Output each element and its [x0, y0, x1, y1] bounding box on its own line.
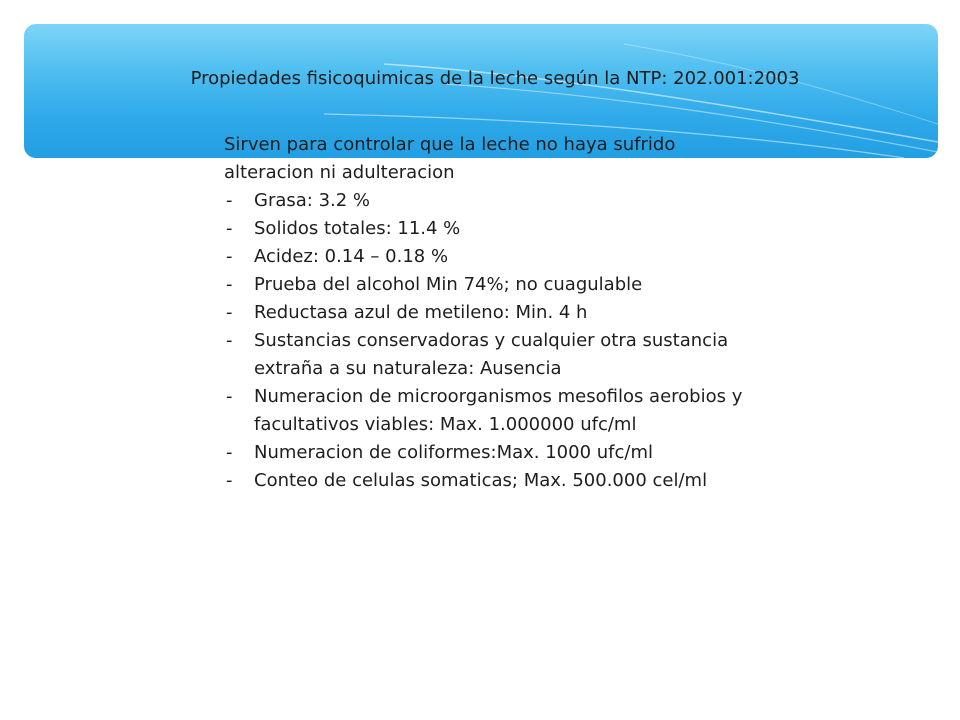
bullet-dash: -: [226, 470, 233, 491]
list-item: [224, 439, 774, 467]
list-item: [224, 215, 774, 243]
list-item: [224, 187, 774, 215]
list-item: [224, 243, 774, 271]
intro-text: Sirven para controlar que la leche no haya sufrido alteracion ni adulteracion: [224, 134, 676, 183]
bullet-dash: -: [226, 442, 233, 463]
list-item: [224, 271, 814, 299]
bullet-dash: -: [226, 274, 233, 295]
item-text: Grasa: 3.2 %: [254, 190, 371, 211]
list-item: [224, 467, 814, 495]
bullet-dash: -: [226, 218, 233, 239]
item-text: Solidos totales: 11.4 %: [254, 218, 461, 239]
bullet-dash: -: [226, 190, 233, 211]
slide-body: [224, 131, 824, 495]
bullet-dash: -: [226, 246, 233, 267]
slide-title: Propiedades fisicoquimicas de la leche según la NTP: 202.001:2003: [190, 68, 800, 89]
item-text: Acidez: 0.14 – 0.18 %: [254, 246, 449, 267]
list-item: [224, 299, 774, 327]
item-text: Reductasa azul de metileno: Min. 4 h: [254, 302, 588, 323]
item-text: Numeracion de coliformes:Max. 1000 ufc/ml: [254, 442, 653, 463]
list-item: [224, 327, 774, 383]
bullet-dash: -: [226, 386, 233, 407]
item-text: Sustancias conservadoras y cualquier otra sustancia extraña a su naturaleza: Ausencia: [254, 330, 729, 379]
item-text: Prueba del alcohol Min 74%; no cuagulable: [254, 274, 643, 295]
list-item: [224, 383, 774, 439]
item-text: Conteo de celulas somaticas; Max. 500.000 cel/ml: [254, 470, 708, 491]
bullet-dash: -: [226, 302, 233, 323]
item-text: Numeracion de microorganismos mesofilos aerobios y facultativos viables: Max. 1.000000 ufc/ml: [254, 386, 743, 435]
property-list: [224, 187, 824, 495]
bullet-dash: -: [226, 330, 233, 351]
